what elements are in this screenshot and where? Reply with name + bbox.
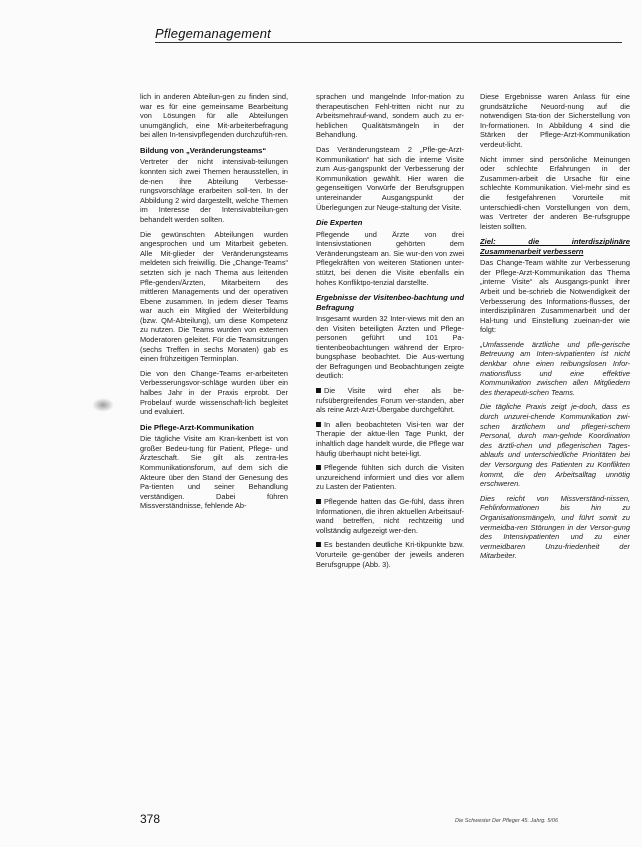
bullet-item	[316, 463, 464, 492]
paragraph: Das Veränderungsteam 2 „Pfle-ge-Arzt-Kommunikation“ hat sich die interne Visite zum Aus-gangspunkt der Verbesserung der Kommunikation gewählt. Hier waren die gegenseitigen Vorwürfe der Berufsgruppen untereinander Ausgangspunkt der Überlegungen zur Neuge-staltung der Visite.	[316, 144, 464, 212]
paragraph: Insgesamt wurden 32 Inter-views mit den an den Visiten beteiligten Ärzten und Pflege-personen geführt und 101 Pa-tientenbeobachtungen während der Erpro-bungsphase beobachtet. Die Aus-wertung der Befragungen und Beobachtungen zeigte deutlich:	[316, 313, 464, 381]
bullet-square-icon	[316, 499, 321, 504]
section-heading: Die Pflege-Arzt-Kommunikation	[140, 422, 254, 432]
running-header: Pflegemanagement	[155, 26, 271, 41]
bullet-item	[316, 497, 464, 535]
section-heading: Bildung von „Veränderungsteams“	[140, 145, 267, 155]
paragraph: Diese Ergebnisse waren Anlass für eine grundsätzliche Neuord-nung auf die notwendigen Sta-tion der Sicherstellung von In-formationen. In Abbildung 4 sind die Stärken der Pflege-Arzt-Kommunikation verdeut-licht.	[480, 92, 630, 149]
scan-smudge	[92, 398, 114, 412]
bullet-square-icon	[316, 422, 321, 427]
bullet-text: In allen beobachteten Visi-ten war der Therapie der aktue-llen Tage Punkt, der inhaltlich dage handelt wurde, die Pflege war häufig überhaupt nicht betei-ligt.	[316, 419, 464, 458]
column-right	[480, 92, 630, 812]
bullet-text: Die Visite wird eher als be-rufsübergreifendes Forum ver-standen, aber als reine Arzt-Arzt-Übergabe durchgeführt.	[316, 386, 464, 415]
bullet-text: Es bestanden deutliche Kri-tikpunkte bzw. Vorurteile ge-genüber der jeweils anderen Berufsgruppe (Abb. 3).	[316, 540, 464, 569]
paragraph: lich in anderen Abteilun-gen zu finden sind, war es für eine gemeinsame Bearbeitung von Lösungen für alle Abteilungen unumgänglich, eine Mit-arbeiterbefragung bei allen In-tensivpflegenden durchzufüh-ren.	[140, 92, 288, 140]
bullet-text: Pflegende hatten das Ge-fühl, dass ihren Informationen, die ihren aktuellen Arbeitsauf-wand betreffen, nicht rechtzeitig und vollständig aufgezeigt wer-den.	[316, 497, 464, 535]
paragraph: Vertreter der nicht intensivab-teilungen konnten sich zwei Themen herausstellen, in de-nen ihre Abteilung Verbesse-rungsvorschläge erarbeiten soll-ten. In der Abbildung 2 wird dargestellt, welche Themen im Interesse der Intensivabteilun-gen behandelt werden sollten.	[140, 157, 288, 224]
section-heading: Ergebnisse der Visitenbeo-bachtung und Befragung	[316, 293, 464, 312]
section-heading	[480, 237, 630, 256]
paragraph: Pflegende und Ärzte von drei Intensivstationen gehörten dem Veränderungsteam an. Sie wur-den von zwei Pflegekräften von weiteren Stationen unter-stützt, bei denen die Visite ebenfalls ein hohes Konfliktpo-tenzial darstellte.	[316, 229, 464, 287]
header-rule	[155, 42, 622, 43]
column-middle	[316, 92, 464, 812]
bullet-item	[316, 420, 464, 458]
bullet-square-icon	[316, 388, 321, 393]
section-heading: Die Experten	[316, 218, 363, 228]
bullet-square-icon	[316, 542, 321, 547]
paragraph: Die gewünschten Abteilungen wurden angesprochen und um Mitarbeit gebeten. Alle Mit-glieder der Veränderungsteams meldeten sich freiwillig. Die „Change-Teams“ setzten sich je nach Thema aus leitenden Pfle-genden/Ärzten, Mitarbeitern des mittleren Managements und der operativen Ebene zusammen. In jedem dieser Teams war auch ein Mitglied der Weiterbildung (bzw. QM-Abteilung), um diese Kompetenz zu nutzen. Die Teams wurden von externen Moderatoren geleitet. Für die Teamsitzungen (sechs Treffen in sechs Monaten) gab es einen frühzeitigen Terminplan.	[140, 229, 288, 364]
bullet-square-icon	[316, 465, 321, 470]
bullet-item	[316, 386, 464, 415]
column-left	[140, 92, 288, 812]
paragraph: Nicht immer sind persönliche Meinungen oder schlechte Erfahrungen in der Zusammen-arbeit die Ursache für eine schlechte Kommunikation. Viel-mehr sind es die festgefahrenen Vorurteile mit unterschiedli-chen Vorstellungen von dem, was Vertreter der anderen Be-rufsgruppe leisten sollten.	[480, 154, 630, 231]
page-number: 378	[140, 812, 161, 826]
quote-paragraph: Die tägliche Praxis zeigt je-doch, dass es durch unzurei-chende Kommunikation zwi-schen ärztlichem und pflegeri-schem Personal, durch man-gelnde Koordination des ärztli-chen und pflegerischen Tages-ablaufs und unterschiedliche Prioritäten bei der Versorgung des Patienten zu Konflikten kommt, die den Arbeitsalltag unnötig erschweren.	[480, 402, 630, 489]
footer-citation: Die Schwester Der Pfleger 45. Jahrg. 5/06	[455, 818, 559, 824]
paragraph: Das Change-Team wählte zur Verbesserung der Pflege-Arzt-Kommunikation das Thema „interne Visite“ als Ausgangs-punkt ihrer Arbeit und be-schrieb die Notwendigkeit der Verbesserung des Informations-flusses, der interdisziplinären Zusammenarbeit und der Hal-tung und Einstellung zueinan-der wie folgt:	[480, 258, 630, 335]
paragraph: Die von den Change-Teams er-arbeiteten Verbesserungsvor-schläge wurden über ein halbes Jahr in der Praxis erprobt. Der Probelauf wurde wissenschaft-lich begleitet und evaluiert.	[140, 368, 288, 417]
bullet-item	[316, 540, 464, 569]
paragraph: sprachen und mangelnde Infor-mation zu therapeutischen Fehl-tritten nicht nur zu Arbeitsmehrauf-wand, sondern auch zu er-heblichen Qualitätsmängeln in der Behandlung.	[316, 92, 464, 140]
bullet-text: Pflegende fühlten sich durch die Visiten unzureichend informiert und dies vor allem zu Lasten der Patienten.	[316, 463, 464, 492]
quote-paragraph: „Umfassende ärztliche und pfle-gerische Betreuung am Inten-sivpatienten ist nicht denkbar ohne einen reibungslosen Infor-mationsfluss und eine effektive Kommunikation zwischen allen Mitgliedern des therapeuti-schen Teams.	[480, 339, 630, 397]
paragraph: Die tägliche Visite am Kran-kenbett ist von großer Bedeu-tung für Patient, Pflege- und Ärzteschaft. Sie gilt als zentra-les Kommunikationsforum, auf dem sich die Akteure über den Stand der Genesung des Pa-tienten und seiner Behandlung verständigen. Dabei führen Missverständnisse, fehlende Ab-	[140, 434, 288, 511]
quote-paragraph: Dies reicht von Missverständ-nissen, Fehlinformationen bis hin zu Organisationsmängeln, und führt somit zu vermeidba-ren Störungen in der Versor-gung des Intensivpatienten und zu einer vermeidbaren Unzu-friedenheit der Mitarbeiter.	[480, 493, 630, 561]
heading-text: Ziel: die interdisziplinäre Zusammenarbeit verbessern	[480, 237, 630, 256]
